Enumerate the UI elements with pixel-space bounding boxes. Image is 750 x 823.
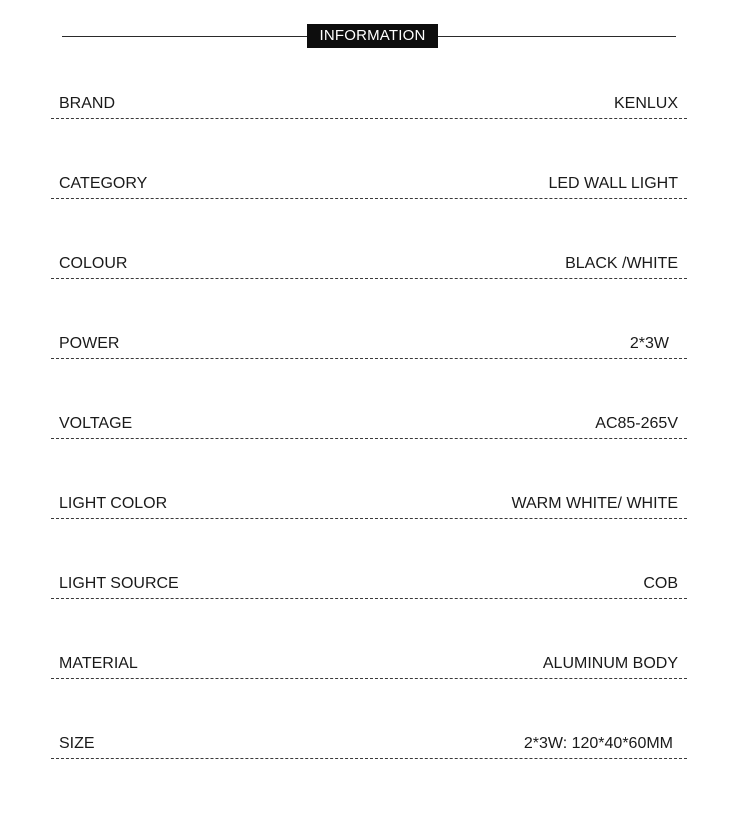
- spec-row-power: [51, 334, 687, 359]
- spec-row-light-source: [51, 574, 687, 599]
- spec-value-voltage: AC85-265V: [595, 415, 678, 432]
- information-header: [62, 24, 676, 48]
- header-title: INFORMATION: [307, 24, 438, 48]
- spec-value-material: ALUMINUM BODY: [542, 655, 678, 672]
- spec-row-size: [51, 734, 687, 759]
- spec-row-category: [51, 174, 687, 199]
- spec-label-light-color: LIGHT COLOR: [59, 495, 168, 512]
- spec-value-category: LED WALL LIGHT: [548, 175, 678, 192]
- spec-value-light-color: WARM WHITE/ WHITE: [511, 495, 678, 512]
- spec-value-colour: BLACK /WHITE: [565, 255, 678, 272]
- spec-label-category: CATEGORY: [59, 175, 148, 192]
- spec-label-colour: COLOUR: [59, 255, 128, 272]
- spec-label-size: SIZE: [59, 735, 95, 752]
- spec-row-light-color: [51, 494, 687, 519]
- spec-row-brand: [51, 94, 687, 119]
- spec-value-light-source: COB: [643, 575, 678, 592]
- spec-label-voltage: VOLTAGE: [59, 415, 133, 432]
- spec-value-size: 2*3W: 120*40*60MM: [523, 735, 673, 752]
- spec-label-material: MATERIAL: [59, 655, 138, 672]
- spec-label-light-source: LIGHT SOURCE: [59, 575, 179, 592]
- spec-row-colour: [51, 254, 687, 279]
- spec-label-power: POWER: [59, 335, 120, 352]
- spec-value-power: 2*3W: [629, 335, 669, 352]
- spec-label-brand: BRAND: [59, 95, 116, 112]
- spec-row-voltage: [51, 414, 687, 439]
- spec-value-brand: KENLUX: [613, 95, 678, 112]
- spec-row-material: [51, 654, 687, 679]
